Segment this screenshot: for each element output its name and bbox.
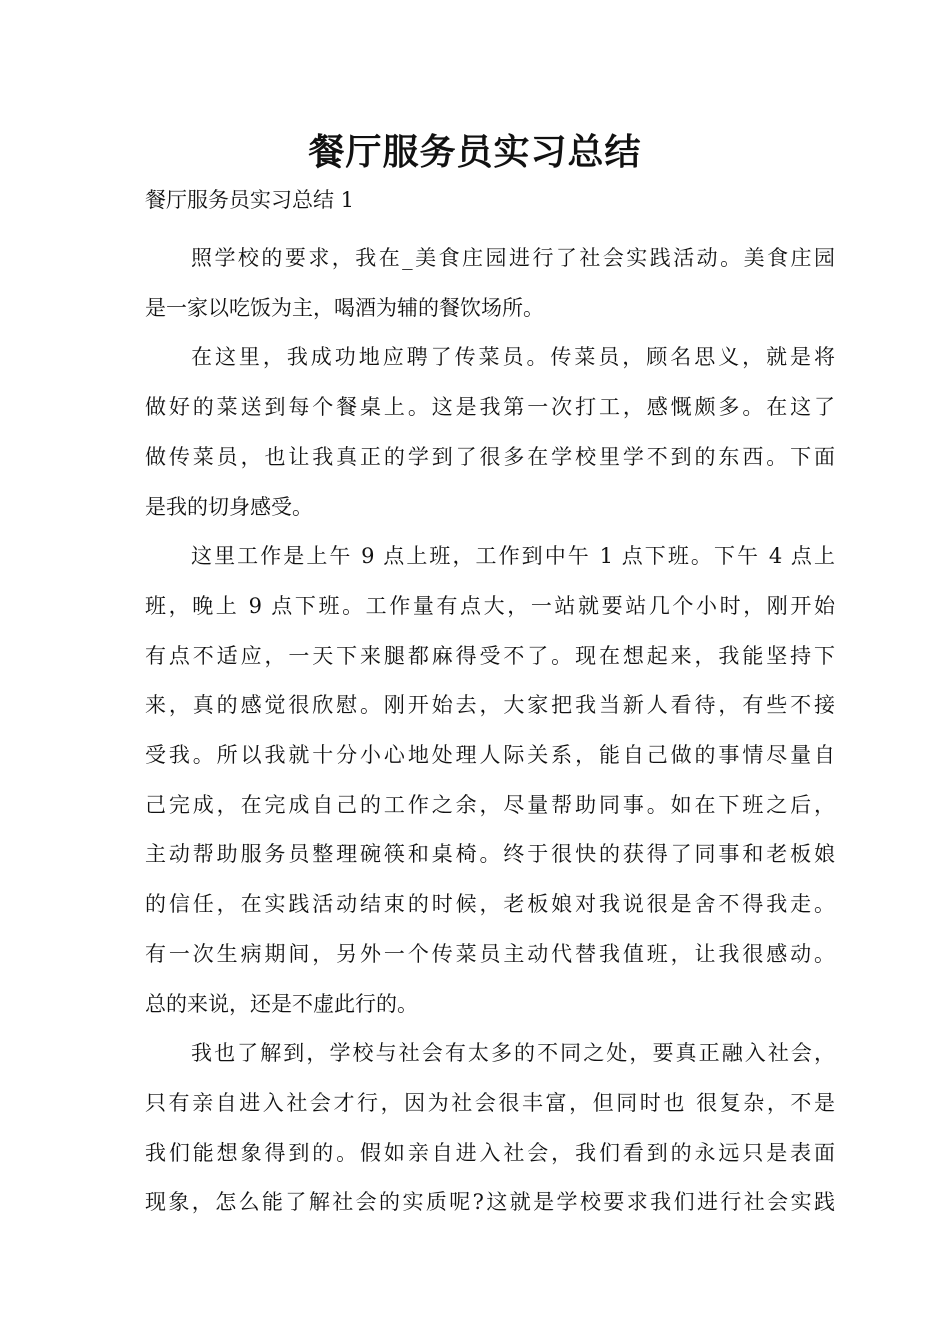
paragraph-line: 在这里，我成功地应聘了传菜员。传菜员，顾名思义，就是将 (191, 345, 835, 370)
paragraph-line: 我也了解到，学校与社会有太多的不同之处，要真正融入社会， (191, 1041, 835, 1066)
paragraph-line: 做传菜员，也让我真正的学到了很多在学校里学不到的东西。下面 (145, 444, 835, 469)
paragraph (145, 532, 835, 1029)
paragraph-line: 有点不适应，一天下来腿都麻得受不了。现在想起来，我能坚持下 (145, 643, 835, 668)
document-title: 餐厅服务员实习总结 (308, 132, 642, 173)
document-body (145, 234, 835, 1228)
paragraph-line: 受我。所以我就十分小心地处理人际关系，能自己做的事情尽量自 (145, 743, 835, 768)
paragraph-line: 是我的切身感受。 (145, 494, 313, 519)
paragraph-line: 我们能想象得到的。假如亲自进入社会，我们看到的永远只是表面 (145, 1140, 835, 1165)
paragraph-line: 来，真的感觉很欣慰。刚开始去，大家把我当新人看待，有些不接 (145, 693, 835, 718)
paragraph (145, 234, 835, 333)
paragraph-line: 有一次生病期间，另外一个传菜员主动代替我值班，让我很感动。 (145, 941, 835, 966)
document-subtitle: 餐厅服务员实习总结 1 (145, 188, 355, 212)
paragraph-line: 是一家以吃饭为主，喝酒为辅的餐饮场所。 (145, 295, 544, 320)
paragraph-line: 这里工作是上午 9 点上班，工作到中午 1 点下班。下午 4 点上 (191, 544, 835, 569)
paragraph-line: 己完成，在完成自己的工作之余，尽量帮助同事。如在下班之后， (145, 792, 835, 817)
paragraph-line: 做好的菜送到每个餐桌上。这是我第一次打工，感慨颇多。在这了 (145, 395, 835, 420)
paragraph-line: 照学校的要求，我在_美食庄园进行了社会实践活动。美食庄园 (191, 246, 835, 270)
paragraph-line: 只有亲自进入社会才行，因为社会很丰富，但同时也 很复杂，不是 (145, 1090, 835, 1115)
paragraph-line: 总的来说，还是不虚此行的。 (145, 991, 418, 1016)
paragraph (145, 333, 835, 532)
paragraph (145, 1029, 835, 1228)
paragraph-line: 主动帮助服务员整理碗筷和桌椅。终于很快的获得了同事和老板娘 (145, 842, 835, 867)
paragraph-line: 的信任，在实践活动结束的时候，老板娘对我说很是舍不得我走。 (145, 892, 835, 917)
paragraph-line: 班，晚上 9 点下班。工作量有点大，一站就要站几个小时，刚开始 (145, 593, 835, 618)
paragraph-line: 现象，怎么能了解社会的实质呢?这就是学校要求我们进行社会实践 (145, 1190, 835, 1215)
